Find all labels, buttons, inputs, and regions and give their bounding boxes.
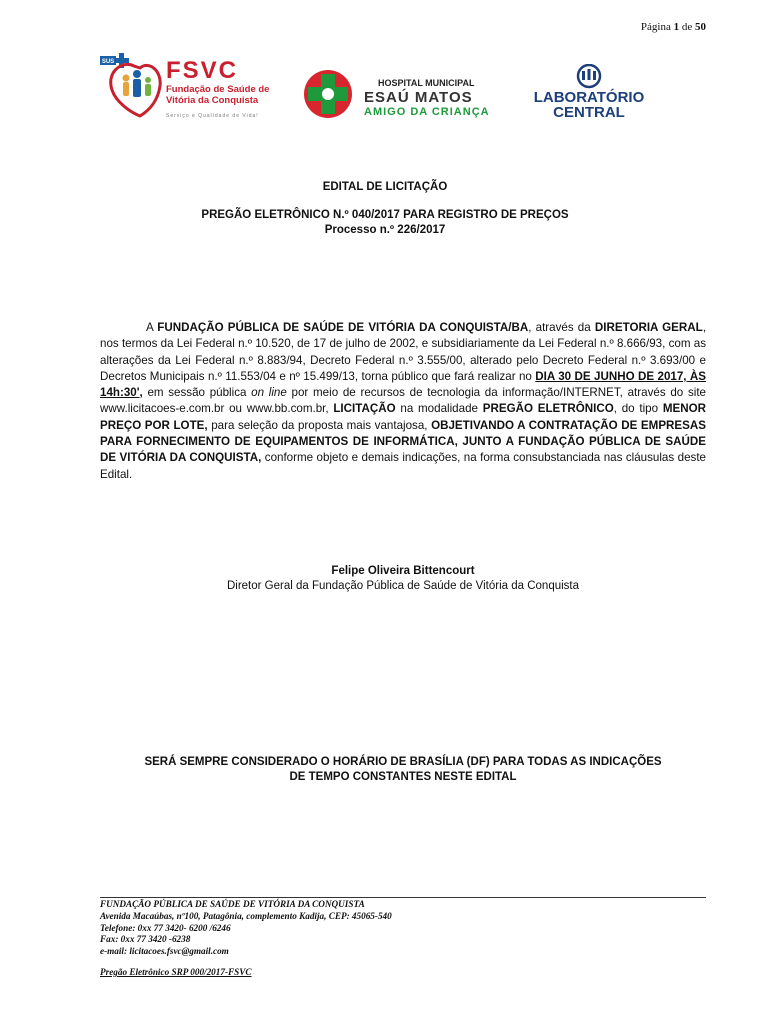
svg-text:AMIGO DA CRIANÇA: AMIGO DA CRIANÇA xyxy=(364,106,490,118)
processo-number: Processo n.º 226/2017 xyxy=(324,224,446,236)
pregao-title: PREGÃO ELETRÔNICO N.º 040/2017 PARA REGISTRO DE PREÇOS xyxy=(201,209,569,221)
text-run: , xyxy=(139,386,143,400)
preamble-paragraph xyxy=(100,320,706,483)
svg-text:FSVC: FSVC xyxy=(166,57,239,84)
fsvc-logo xyxy=(100,50,272,122)
legal-basis-text: , nos termos da Lei Federal n.º 10.520, de 17 de julho de 2002, e subsidiariamente da Lei Federal n.º 8.666/93, com as alterações da Lei Federal n.º 8.883/94, Decreto Federal n.º 3.555/00, alterado pelo Decreto Federal n.º 3.693/00 e Decretos Municipais n.º 11.553/04 e nº 15.499/13, torna público que fará realizar no xyxy=(100,321,706,383)
page-number xyxy=(641,21,706,33)
signer-role: Diretor Geral da Fundação Pública de Saúde de Vitória da Conquista xyxy=(226,580,580,592)
svg-text:ESAÚ MATOS: ESAÚ MATOS xyxy=(364,89,473,106)
on-line-term: on line xyxy=(251,386,287,400)
text-run: para seleção da proposta mais vantajosa, xyxy=(207,418,432,432)
text-run: A xyxy=(146,321,158,334)
tipo: MENOR PREÇO POR LOTE, xyxy=(100,402,706,432)
text-run: , através da xyxy=(528,321,595,334)
svg-text:Fundação de Saúde de: Fundação de Saúde de xyxy=(166,84,270,95)
hospital-logo xyxy=(304,68,500,120)
page-total: 50 xyxy=(695,21,706,33)
footer-document-id: Pregão Eletrônico SRP 000/2017-FSVC xyxy=(100,967,252,977)
sites-text: por meio de recursos de tecnologia da informação/INTERNET, através do site www.licitacoes-e.com.br ou www.bb.com.br, xyxy=(100,386,706,416)
page-of: de xyxy=(681,21,693,33)
svg-text:HOSPITAL MUNICIPAL: HOSPITAL MUNICIPAL xyxy=(378,78,475,88)
footer-contact xyxy=(100,899,706,958)
edital-title: EDITAL DE LICITAÇÃO xyxy=(322,181,448,193)
text-run: , do tipo xyxy=(613,402,663,416)
fundacao-name: FUNDAÇÃO PÚBLICA DE SAÚDE DE VITÓRIA DA CONQUISTA/BA xyxy=(157,321,529,334)
footer-fax: Fax: 0xx 77 3420 -6238 xyxy=(100,934,191,945)
svg-text:SUS: SUS xyxy=(101,59,115,65)
diretoria-geral: DIRETORIA GERAL xyxy=(594,321,703,334)
footer-email: e-mail: licitacoes.fsvc@gmail.com xyxy=(100,946,229,957)
svg-text:Vitória da Conquista: Vitória da Conquista xyxy=(166,95,259,106)
footer-org: FUNDAÇÃO PÚBLICA DE SAÚDE DE VITÓRIA DA CONQUISTA xyxy=(100,899,365,909)
svg-text:CENTRAL: CENTRAL xyxy=(553,104,625,120)
text-run: conforme objeto e demais indicações, na forma consubstanciada nas cláusulas deste Edital. xyxy=(100,451,706,481)
notice-line: SERÁ SEMPRE CONSIDERADO O HORÁRIO DE BRASÍLIA (DF) PARA TODAS AS INDICAÇÕES xyxy=(144,756,662,768)
page-current: 1 xyxy=(673,21,680,33)
footer-address: Avenida Macaúbas, nº100, Patagônia, complemento Kadija, CEP: 45065-540 xyxy=(100,910,392,921)
page-label: Página xyxy=(640,21,671,33)
text-run: na modalidade xyxy=(395,402,483,416)
laboratorio-logo xyxy=(526,64,652,120)
objeto: OBJETIVANDO A CONTRATAÇÃO DE EMPRESAS PARA FORNECIMENTO DE EQUIPAMENTOS DE INFORMÁTICA, JUNTO A FUNDAÇÃO PÚBLICA DE SAÚDE DE VITÓRIA DA CONQUISTA, xyxy=(100,418,707,465)
notice-line: DE TEMPO CONSTANTES NESTE EDITAL xyxy=(289,771,517,783)
footer-divider xyxy=(100,897,706,898)
svg-text:LABORATÓRIO: LABORATÓRIO xyxy=(533,89,645,106)
modalidade: PREGÃO ELETRÔNICO xyxy=(482,402,614,416)
timezone-notice xyxy=(100,755,706,785)
licitacao-term: LICITAÇÃO xyxy=(333,402,396,416)
footer-phone: Telefone: 0xx 77 3420- 6200 /6246 xyxy=(100,922,231,933)
session-date: DIA 30 DE JUNHO DE 2017, ÀS 14h:30' xyxy=(100,369,707,400)
svg-text:Serviço e Qualidade de Vida!: Serviço e Qualidade de Vida! xyxy=(166,113,259,119)
text-run: em sessão pública xyxy=(142,386,252,400)
signer-name: Felipe Oliveira Bittencourt xyxy=(331,565,475,577)
